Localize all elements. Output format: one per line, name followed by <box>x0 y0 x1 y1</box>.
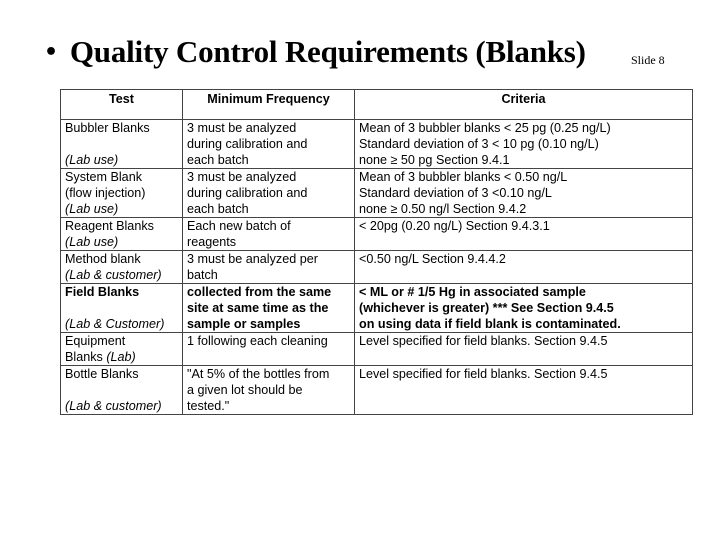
test-user: (Lab) <box>106 350 136 364</box>
test-user: (Lab & Customer) <box>65 317 165 331</box>
test-cell <box>61 284 183 333</box>
frequency-line: sample or samples <box>187 317 301 331</box>
test-detail: (flow injection) <box>65 186 146 200</box>
table-row <box>61 120 693 169</box>
criteria-line: Mean of 3 bubbler blanks < 0.50 ng/L <box>359 170 568 184</box>
test-name: System Blank <box>65 170 142 184</box>
test-user: (Lab use) <box>65 202 119 216</box>
test-user: (Lab use) <box>65 235 119 249</box>
frequency-line: batch <box>187 268 218 282</box>
frequency-line: 3 must be analyzed <box>187 121 297 135</box>
slide-title-text: Quality Control Requirements (Blanks) <box>69 34 586 69</box>
test-name: Bubbler Blanks <box>65 121 150 135</box>
frequency-line: each batch <box>187 202 249 216</box>
test-cell <box>61 120 183 169</box>
table-row <box>61 218 693 251</box>
test-name: Method blank <box>65 252 141 266</box>
criteria-line: Standard deviation of 3 <0.10 ng/L <box>359 186 552 200</box>
frequency-line: a given lot should be <box>187 383 303 397</box>
frequency-line: each batch <box>187 153 249 167</box>
frequency-line: collected from the same <box>187 285 332 299</box>
test-name-cont: Blanks <box>65 350 107 364</box>
test-user: (Lab & customer) <box>65 268 162 282</box>
criteria-line: < 20pg (0.20 ng/L) Section 9.4.3.1 <box>359 219 550 233</box>
frequency-line: 3 must be analyzed per <box>187 252 318 266</box>
header-minimum-frequency: Minimum Frequency <box>183 90 355 120</box>
frequency-line: site at same time as the <box>187 301 329 315</box>
frequency-cell <box>183 284 355 333</box>
frequency-line: 3 must be analyzed <box>187 170 297 184</box>
table-header-row <box>61 90 693 120</box>
qc-blanks-table <box>60 89 693 415</box>
criteria-cell <box>355 333 693 366</box>
test-user: (Lab & customer) <box>65 399 162 413</box>
criteria-cell <box>355 120 693 169</box>
frequency-line: 1 following each cleaning <box>187 334 328 348</box>
criteria-line: none ≥ 50 pg Section 9.4.1 <box>359 153 510 167</box>
criteria-line: <0.50 ng/L Section 9.4.4.2 <box>359 252 506 266</box>
test-name: Equipment <box>65 334 126 348</box>
frequency-cell <box>183 333 355 366</box>
criteria-cell <box>355 169 693 218</box>
criteria-cell <box>355 284 693 333</box>
table-row <box>61 366 693 415</box>
frequency-line: tested." <box>187 399 230 413</box>
frequency-line: during calibration and <box>187 137 308 151</box>
frequency-cell <box>183 120 355 169</box>
criteria-line: on using data if field blank is contaminated. <box>359 317 621 331</box>
test-cell <box>61 218 183 251</box>
criteria-line: Mean of 3 bubbler blanks < 25 pg (0.25 ng/L) <box>359 121 611 135</box>
table-row <box>61 284 693 333</box>
header-test: Test <box>61 90 183 120</box>
test-user: (Lab use) <box>65 153 119 167</box>
table-row <box>61 333 693 366</box>
criteria-line: none ≥ 0.50 ng/l Section 9.4.2 <box>359 202 527 216</box>
frequency-cell <box>183 169 355 218</box>
frequency-line: reagents <box>187 235 237 249</box>
test-cell <box>61 333 183 366</box>
frequency-line: "At 5% of the bottles from <box>187 367 330 381</box>
criteria-line: Standard deviation of 3 < 10 pg (0.10 ng/L) <box>359 137 599 151</box>
slide-title <box>44 34 586 70</box>
criteria-cell <box>355 366 693 415</box>
test-name: Field Blanks <box>65 285 140 299</box>
test-cell <box>61 169 183 218</box>
frequency-cell <box>183 366 355 415</box>
frequency-line: during calibration and <box>187 186 308 200</box>
test-name: Reagent Blanks <box>65 219 154 233</box>
header-criteria: Criteria <box>355 90 693 120</box>
frequency-line: Each new batch of <box>187 219 291 233</box>
criteria-line: (whichever is greater) *** See Section 9.4.5 <box>359 301 614 315</box>
test-name: Bottle Blanks <box>65 367 139 381</box>
frequency-cell <box>183 251 355 284</box>
table-row <box>61 251 693 284</box>
criteria-cell <box>355 218 693 251</box>
criteria-cell <box>355 251 693 284</box>
table-row <box>61 169 693 218</box>
frequency-cell <box>183 218 355 251</box>
test-cell <box>61 366 183 415</box>
test-cell <box>61 251 183 284</box>
criteria-line: Level specified for field blanks. Section 9.4.5 <box>359 334 608 348</box>
criteria-line: Level specified for field blanks. Section 9.4.5 <box>359 367 608 381</box>
criteria-line: < ML or # 1/5 Hg in associated sample <box>359 285 586 299</box>
bullet-icon: • <box>44 40 58 65</box>
slide-number: Slide 8 <box>631 53 665 67</box>
